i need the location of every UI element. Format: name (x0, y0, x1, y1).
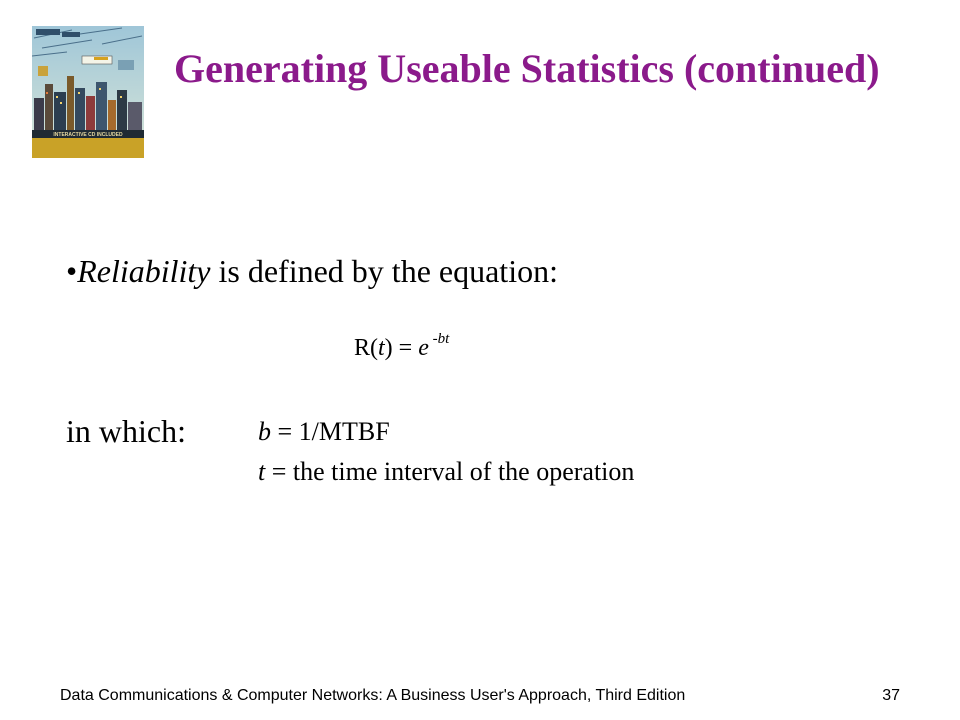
definition-text: = 1/MTBF (271, 417, 390, 446)
equation-close: ) = (384, 335, 419, 361)
cityscape-illustration (32, 26, 144, 158)
definition-text: = the time interval of the operation (265, 457, 635, 486)
footer-page-number: 37 (882, 687, 900, 704)
definition-symbol: b (258, 417, 271, 446)
footer-book-title: Data Communications & Computer Networks: A Business User's Approach, Third Edition (60, 687, 686, 704)
equation-func: R( (354, 335, 378, 361)
definition-t (258, 455, 634, 489)
bullet-reliability (66, 250, 558, 292)
equation-exponent: -bt (428, 331, 450, 347)
reliability-equation (354, 332, 449, 364)
equation-base: e (418, 335, 429, 361)
bullet-text: is defined by the equation: (210, 253, 558, 289)
equation-var: t (378, 335, 385, 361)
book-cover-image (32, 26, 144, 158)
bullet-term: Reliability (77, 253, 211, 289)
cover-banner-text: INTERACTIVE CD INCLUDED (53, 132, 123, 138)
definition-b (258, 415, 390, 449)
slide-title: Generating Useable Statistics (continued) (174, 46, 880, 91)
definition-symbol: t (258, 457, 266, 486)
bullet-marker: • (66, 253, 78, 289)
definitions-intro: in which: (66, 413, 186, 449)
